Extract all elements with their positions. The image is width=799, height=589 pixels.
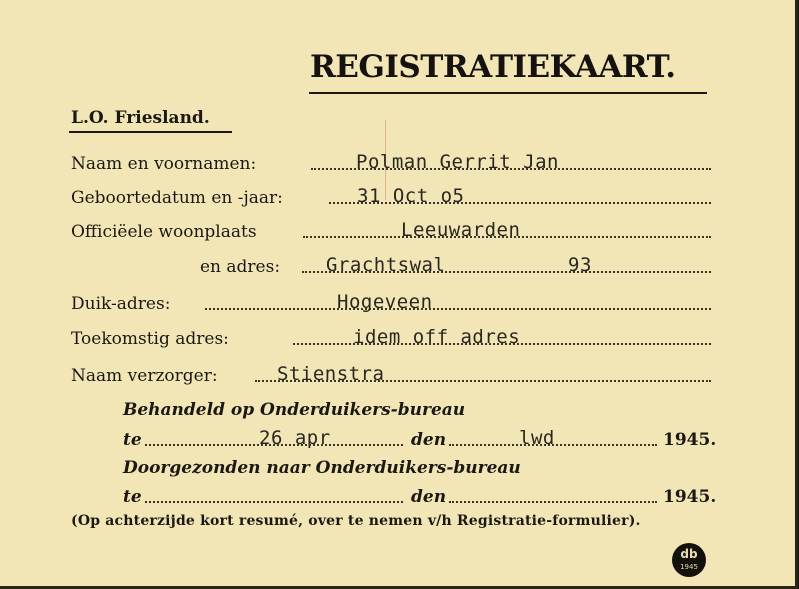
stamp-line1: db — [680, 547, 698, 561]
organisation-underline — [69, 131, 232, 133]
dotted-line — [205, 308, 711, 310]
dotted-line — [449, 501, 657, 503]
title-underline — [309, 92, 707, 94]
organisation-name: L.O. Friesland. — [71, 108, 210, 128]
field-row-duik-adres — [71, 290, 711, 314]
field-value-adres: Grachtswal — [326, 254, 446, 276]
field-value-naam: Polman Gerrit Jan — [356, 151, 559, 173]
behandeld-heading: Behandeld op Onderduikers-bureau — [123, 400, 466, 420]
behandeld-heading-row — [123, 396, 623, 420]
doorgezonden-heading: Doorgezonden naar Onderduikers-bureau — [123, 458, 521, 478]
field-label-verzorger: Naam verzorger: — [71, 366, 218, 386]
field-row-woonplaats — [71, 218, 711, 242]
doorgezonden-te-label: te — [123, 487, 142, 507]
doorgezonden-heading-row — [123, 454, 623, 478]
behandeld-row — [123, 426, 717, 450]
dotted-line — [145, 501, 403, 503]
field-value-geboortedatum: 31 Oct o5 — [357, 185, 465, 207]
archive-stamp — [672, 543, 706, 577]
field-label-woonplaats: Officiëele woonplaats — [71, 222, 257, 242]
field-label-duik-adres: Duik-adres: — [71, 294, 171, 314]
field-label-adres: en adres: — [200, 257, 281, 277]
behandeld-te-value: 26 apr — [259, 427, 331, 449]
field-label-toekomstig: Toekomstig adres: — [71, 329, 229, 349]
doorgezonden-year: 1945. — [663, 487, 717, 507]
field-label-geboortedatum: Geboortedatum en -jaar: — [71, 188, 283, 208]
field-value-verzorger: Stienstra — [277, 363, 385, 385]
field-value-toekomstig: idem off adres — [353, 326, 521, 348]
doorgezonden-den-label: den — [411, 487, 447, 507]
field-row-toekomstig — [71, 325, 711, 349]
behandeld-year: 1945. — [663, 430, 717, 450]
footnote: (Op achterzijde kort resumé, over te nemen v/h Registratie-formulier). — [71, 513, 641, 529]
field-row-naam — [71, 150, 711, 174]
stamp-line2: 1945 — [680, 563, 698, 571]
field-label-naam: Naam en voornamen: — [71, 154, 257, 174]
card-title: REGISTRATIEKAART. — [310, 49, 676, 85]
behandeld-te-label: te — [123, 430, 142, 450]
behandeld-den-label: den — [411, 430, 447, 450]
field-row-adres — [200, 253, 711, 277]
field-value-woonplaats: Leeuwarden — [401, 219, 521, 241]
behandeld-den-value: lwd — [519, 427, 555, 449]
field-value-huisnummer: 93 — [568, 254, 592, 276]
field-row-verzorger — [71, 362, 711, 386]
field-row-geboortedatum — [71, 184, 711, 208]
field-value-duik-adres: Hogeveen — [337, 291, 433, 313]
doorgezonden-row — [123, 483, 717, 507]
